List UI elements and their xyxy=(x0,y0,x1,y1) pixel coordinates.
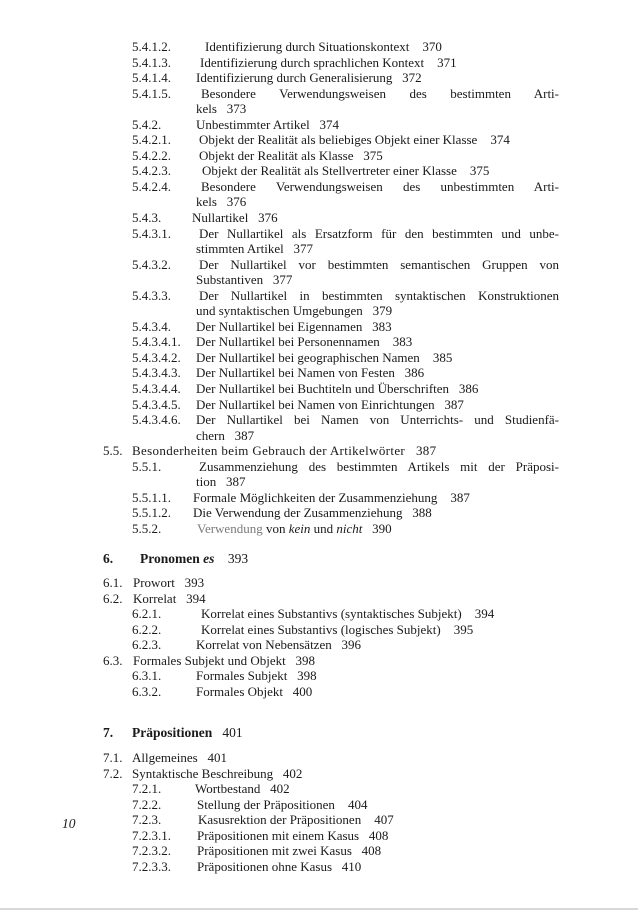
page-ref: 371 xyxy=(437,54,457,70)
toc-entry xyxy=(0,334,638,350)
page-ref: 393 xyxy=(227,550,249,566)
toc-entry xyxy=(0,622,638,638)
section-title: Nullartikel 376 xyxy=(192,210,278,226)
toc-entry xyxy=(0,653,638,669)
section-number: 6.3. xyxy=(103,652,123,668)
toc-entry-continuation xyxy=(0,194,638,210)
page-ref: 387 xyxy=(444,396,464,412)
page-ref: 402 xyxy=(270,781,290,797)
toc-entry xyxy=(0,459,638,475)
toc-entry xyxy=(0,381,638,397)
section-title: Besondere Verwendungsweisen des unbestimmten Arti- xyxy=(201,178,559,194)
toc-entry xyxy=(0,843,638,859)
page-ref: 394 xyxy=(474,606,495,622)
section-title: Korrelat 394 xyxy=(133,590,206,606)
page-ref: 386 xyxy=(458,381,479,397)
section-number: 6.2. xyxy=(103,590,123,606)
page-ref: 370 xyxy=(422,39,442,54)
section-title: Der Nullartikel in bestimmten syntaktischen Konstruktionen xyxy=(199,287,559,303)
toc-entry xyxy=(0,812,638,828)
section-number: 5.4.1.3. xyxy=(132,54,171,70)
section-title: Kasusrektion der Präpositionen 407 xyxy=(198,812,394,828)
section-title: Verwendung von kein und nicht 390 xyxy=(197,520,392,536)
section-title-continuation: und syntaktischen Umgebungen 379 xyxy=(196,303,393,319)
section-title: Besonderheiten beim Gebrauch der Artikelwörter 387 xyxy=(132,443,437,459)
section-title-continuation: stimmten Artikel 377 xyxy=(196,241,313,257)
toc-entry xyxy=(0,490,638,506)
toc-entry xyxy=(0,148,638,164)
scan-edge-divider xyxy=(0,908,638,910)
page-ref: 376 xyxy=(258,210,278,226)
toc-entry xyxy=(0,575,638,591)
page-ref: 395 xyxy=(453,621,474,637)
section-number: 5.5.1.1. xyxy=(132,489,171,505)
toc-entry-continuation xyxy=(0,101,638,117)
toc-entry xyxy=(0,606,638,622)
page-ref: 387 xyxy=(225,474,246,490)
section-title-continuation: chern 387 xyxy=(196,427,255,443)
section-title: Besondere Verwendungsweisen des bestimmten Arti- xyxy=(201,85,559,101)
page-ref: 375 xyxy=(469,163,490,179)
section-number: 5.4.3. xyxy=(132,210,162,226)
toc-entry-continuation xyxy=(0,428,638,444)
section-title: Der Nullartikel bei Namen von Unterrichts- und Studienfä- xyxy=(196,412,559,428)
section-title-continuation: kels 376 xyxy=(196,194,247,210)
toc-entry xyxy=(0,750,638,766)
page-ref: 373 xyxy=(226,101,247,117)
section-number: 5.4.1.5. xyxy=(132,85,171,101)
chapter-heading xyxy=(0,725,638,741)
section-number: 5.4.2.4. xyxy=(132,178,171,194)
toc-entry xyxy=(0,797,638,813)
toc-entry xyxy=(0,397,638,413)
section-title-continuation: Substantiven 377 xyxy=(196,272,293,288)
section-number: 5.5.1.2. xyxy=(132,505,171,521)
section-number: 7.2.1. xyxy=(132,781,162,797)
page-ref: 407 xyxy=(374,812,394,828)
page-ref: 374 xyxy=(490,132,510,148)
section-number: 5.4.3.2. xyxy=(132,256,171,272)
chapter-title: Präpositionen 401 xyxy=(132,725,243,741)
toc-entry xyxy=(0,350,638,366)
section-title: Der Nullartikel als Ersatzform für den bestimmten und unbe- xyxy=(199,225,559,241)
toc-entry xyxy=(0,365,638,381)
section-number: 7.2.3.3. xyxy=(132,858,171,874)
section-number: 7.2. xyxy=(103,765,123,781)
chapter-number: 6. xyxy=(103,550,114,566)
toc-entry xyxy=(0,443,638,459)
toc-entry xyxy=(0,412,638,428)
section-title: Die Verwendung der Zusammenziehung 388 xyxy=(193,505,432,521)
page-ref: 402 xyxy=(282,765,303,781)
section-number: 5.4.1.4. xyxy=(132,70,171,86)
section-number: 5.5.1. xyxy=(132,458,162,474)
section-title: Identifizierung durch Generalisierung 372 xyxy=(196,70,422,86)
section-number: 5.4.2.1. xyxy=(132,132,171,148)
section-number: 7.2.3. xyxy=(132,812,162,828)
toc-entry xyxy=(0,55,638,71)
page-ref: 401 xyxy=(207,749,227,765)
section-number: 6.1. xyxy=(103,575,123,591)
section-number: 5.4.3.4.1. xyxy=(132,334,181,350)
toc-entry-continuation xyxy=(0,272,638,288)
page-ref: 377 xyxy=(272,272,293,288)
section-number: 5.4.2.3. xyxy=(132,163,171,179)
section-title: Wortbestand 402 xyxy=(195,781,290,797)
toc-entry xyxy=(0,766,638,782)
table-of-contents xyxy=(0,39,638,874)
section-number: 5.4.3.3. xyxy=(132,287,171,303)
toc-entry xyxy=(0,132,638,148)
page-ref: 379 xyxy=(372,303,393,319)
section-number: 5.4.2. xyxy=(132,116,162,132)
page-ref: 400 xyxy=(292,683,313,699)
section-number: 5.4.1.2. xyxy=(132,39,171,54)
toc-entry xyxy=(0,781,638,797)
section-title: Der Nullartikel bei Namen von Festen 386 xyxy=(196,365,425,381)
section-title: Identifizierung durch sprachlichen Kontext 371 xyxy=(200,54,457,70)
page-ref: 374 xyxy=(319,116,339,132)
page-ref: 396 xyxy=(341,637,361,653)
section-title: Formales Subjekt 398 xyxy=(196,668,317,684)
toc-entry xyxy=(0,828,638,844)
section-title: Der Nullartikel bei Eigennamen 383 xyxy=(196,318,392,334)
toc-entry xyxy=(0,210,638,226)
toc-entry-continuation xyxy=(0,303,638,319)
section-number: 5.4.3.4.2. xyxy=(132,349,181,365)
toc-entry xyxy=(0,637,638,653)
section-title: Korrelat von Nebensätzen 396 xyxy=(196,637,361,653)
page-ref: 387 xyxy=(450,489,470,505)
section-number: 7.2.3.1. xyxy=(132,827,171,843)
toc-entry xyxy=(0,505,638,521)
section-number: 5.4.3.4.4. xyxy=(132,381,181,397)
toc-entry xyxy=(0,684,638,700)
section-number: 5.5.2. xyxy=(132,520,162,536)
page-ref: 375 xyxy=(363,147,383,163)
section-number: 5.4.3.4. xyxy=(132,318,171,334)
toc-entry xyxy=(0,288,638,304)
page-ref: 408 xyxy=(361,843,382,859)
section-number: 7.1. xyxy=(103,749,123,765)
section-title: Der Nullartikel bei geographischen Namen 385 xyxy=(196,349,453,365)
toc-entry xyxy=(0,257,638,273)
page-ref: 377 xyxy=(293,241,313,257)
toc-entry xyxy=(0,859,638,875)
section-title: Präpositionen ohne Kasus 410 xyxy=(197,858,362,874)
toc-entry xyxy=(0,70,638,86)
page-ref: 388 xyxy=(412,505,432,521)
section-number: 5.4.2.2. xyxy=(132,147,171,163)
section-title: Allgemeines 401 xyxy=(132,749,227,765)
section-number: 6.3.2. xyxy=(132,683,162,699)
page-ref: 393 xyxy=(184,575,205,591)
toc-entry xyxy=(0,163,638,179)
section-title: Prowort 393 xyxy=(133,575,205,591)
section-title: Formales Objekt 400 xyxy=(196,683,313,699)
page-ref: 398 xyxy=(295,652,315,668)
section-title: Identifizierung durch Situationskontext 370 xyxy=(205,39,442,54)
section-number: 5.4.3.4.5. xyxy=(132,396,181,412)
page-number: 10 xyxy=(62,816,76,831)
section-title: Zusammenziehung des bestimmten Artikels mit der Präposi- xyxy=(199,458,559,474)
toc-entry xyxy=(0,319,638,335)
section-number: 5.4.3.4.6. xyxy=(132,412,181,428)
page-ref: 383 xyxy=(372,318,392,334)
section-number: 6.2.2. xyxy=(132,621,162,637)
toc-entry xyxy=(0,226,638,242)
section-title: Der Nullartikel vor bestimmten semantischen Gruppen von xyxy=(199,256,559,272)
section-number: 5.4.3.4.3. xyxy=(132,365,181,381)
page-ref: 394 xyxy=(186,590,206,606)
section-number: 7.2.3.2. xyxy=(132,843,171,859)
section-title: Objekt der Realität als Stellvertreter einer Klasse 375 xyxy=(202,163,490,179)
toc-entry xyxy=(0,179,638,195)
section-title: Objekt der Realität als beliebiges Objekt einer Klasse 374 xyxy=(199,132,510,148)
section-title: Präpositionen mit einem Kasus 408 xyxy=(197,827,389,843)
chapter-number: 7. xyxy=(103,725,114,741)
section-number: 6.3.1. xyxy=(132,668,162,684)
section-number: 7.2.2. xyxy=(132,796,162,812)
page-ref: 408 xyxy=(368,827,389,843)
page-ref: 376 xyxy=(226,194,247,210)
page-ref: 390 xyxy=(372,520,392,536)
section-title: Unbestimmter Artikel 374 xyxy=(196,116,339,132)
section-title: Objekt der Realität als Klasse 375 xyxy=(199,147,383,163)
toc-entry-continuation xyxy=(0,474,638,490)
page-ref: 386 xyxy=(404,365,425,381)
chapter-title: Pronomen es 393 xyxy=(140,550,249,566)
section-title: Der Nullartikel bei Personennamen 383 xyxy=(196,334,413,350)
section-title: Präpositionen mit zwei Kasus 408 xyxy=(197,843,382,859)
section-title: Der Nullartikel bei Namen von Einrichtungen 387 xyxy=(196,396,464,412)
section-title: Syntaktische Beschreibung 402 xyxy=(132,765,303,781)
page-ref: 387 xyxy=(415,443,437,459)
section-title: Korrelat eines Substantivs (logisches Subjekt) 395 xyxy=(201,621,474,637)
toc-entry xyxy=(0,591,638,607)
page-ref: 401 xyxy=(222,725,243,741)
section-title: Der Nullartikel bei Buchtiteln und Überschriften 386 xyxy=(196,381,479,397)
section-number: 5.5. xyxy=(103,443,123,459)
section-title: Korrelat eines Substantivs (syntaktisches Subjekt) 394 xyxy=(201,606,495,622)
page-ref: 404 xyxy=(347,796,368,812)
section-number: 5.4.3.1. xyxy=(132,225,171,241)
section-title: Stellung der Präpositionen 404 xyxy=(197,796,368,812)
page-ref: 387 xyxy=(234,427,255,443)
toc-entry xyxy=(0,117,638,133)
chapter-heading xyxy=(0,551,638,567)
page-ref: 410 xyxy=(341,858,362,874)
toc-entry xyxy=(0,86,638,102)
section-number: 6.2.1. xyxy=(132,606,162,622)
section-title-continuation: kels 373 xyxy=(196,101,247,117)
section-title-continuation: tion 387 xyxy=(196,474,246,490)
toc-entry xyxy=(0,521,638,537)
page-ref: 385 xyxy=(432,349,453,365)
section-number: 6.2.3. xyxy=(132,637,162,653)
toc-entry xyxy=(0,39,638,55)
page-ref: 372 xyxy=(402,70,422,86)
section-title: Formale Möglichkeiten der Zusammenziehung 387 xyxy=(193,489,470,505)
page-ref: 398 xyxy=(297,668,317,684)
toc-entry-continuation xyxy=(0,241,638,257)
section-title: Formales Subjekt und Objekt 398 xyxy=(133,652,315,668)
toc-entry xyxy=(0,668,638,684)
page-ref: 383 xyxy=(392,334,413,350)
